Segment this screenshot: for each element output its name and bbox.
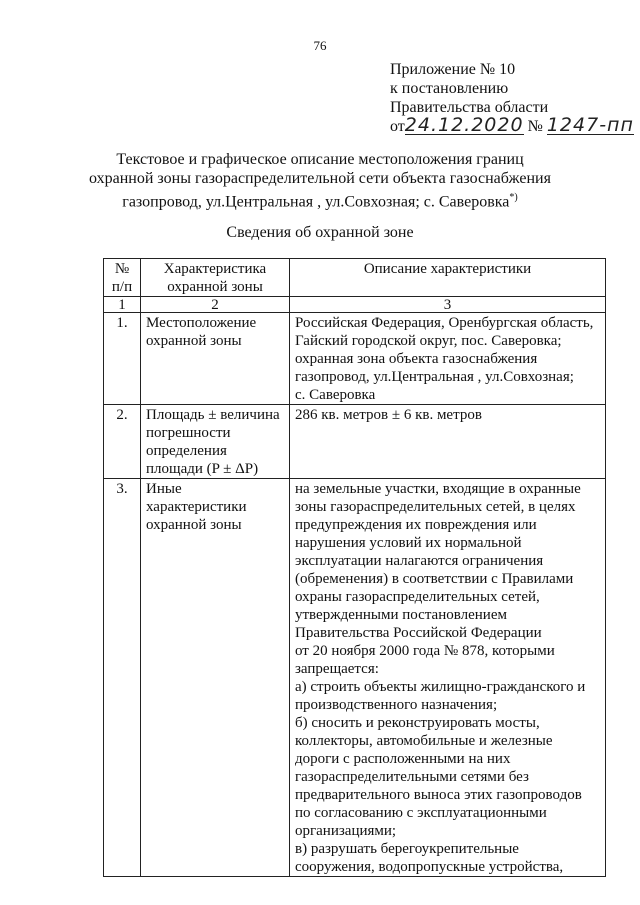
appendix-no-sign: № xyxy=(527,118,543,135)
title-line-3-text: газопровод, ул.Центральная , ул.Совхозная; с. Саверовка xyxy=(122,193,510,211)
description-line: нарушения условий их нормальной xyxy=(295,535,522,551)
handwritten-number: 1247-пп xyxy=(546,114,634,136)
table-row xyxy=(104,405,606,479)
description-line: с. Саверовка xyxy=(295,387,376,403)
row-characteristic: Местоположение охранной зоны xyxy=(141,313,290,405)
row-number: 3. xyxy=(104,479,141,877)
appendix-line-1: Приложение № 10 xyxy=(390,61,516,78)
row-description xyxy=(290,479,606,877)
description-line: (обременения) в соответствии с Правилами xyxy=(295,571,574,587)
description-line: зоны газораспределительных сетей, в целях xyxy=(295,499,576,515)
handwritten-date: 24.12.2020 xyxy=(404,114,524,136)
description-line: а) строить объекты жилищно-гражданского и xyxy=(295,679,586,695)
description-line: Гайский городской округ, пос. Саверовка; xyxy=(295,333,562,349)
title-line-3 xyxy=(60,188,580,211)
appendix-header xyxy=(390,60,634,136)
header-characteristic: Характеристика охранной зоны xyxy=(141,259,290,297)
header-number: № п/п xyxy=(104,259,141,297)
row-number: 2. xyxy=(104,405,141,479)
row-description xyxy=(290,313,606,405)
table-header-row xyxy=(104,259,606,297)
page-number: 76 xyxy=(313,38,327,53)
description-line: по согласованию с эксплуатационными xyxy=(295,805,547,821)
footnote-mark: *) xyxy=(509,192,518,203)
description-line: охраны газораспределительных сетей, xyxy=(295,589,540,605)
row-number: 1. xyxy=(104,313,141,405)
row-characteristic: Иные характеристики охранной зоны xyxy=(141,479,290,877)
numbering-cell: 2 xyxy=(141,297,290,313)
description-line: эксплуатации налагаются ограничения xyxy=(295,553,544,569)
header-description: Описание характеристики xyxy=(290,259,606,297)
numbering-cell: 1 xyxy=(104,297,141,313)
appendix-line-2: к постановлению xyxy=(390,80,509,97)
description-line: Правительства Российской Федерации xyxy=(295,625,542,641)
table-row xyxy=(104,479,606,877)
description-line: в) разрушать берегоукрепительные xyxy=(295,841,519,857)
description-line: охранная зона объекта газоснабжения xyxy=(295,351,538,367)
description-line: Российская Федерация, Оренбургская область, xyxy=(295,315,594,331)
appendix-line-3: Правительства области xyxy=(390,99,549,116)
title-line-2: охранной зоны газораспределительной сети объекта газоснабжения xyxy=(89,170,551,187)
appendix-line-4 xyxy=(390,114,634,136)
title-line-1: Текстовое и графическое описание местоположения границ xyxy=(116,151,524,168)
table-numbering-row xyxy=(104,297,606,313)
numbering-cell: 3 xyxy=(290,297,606,313)
description-line: организациями; xyxy=(295,823,397,839)
description-line: газораспределительными сетями без xyxy=(295,769,529,785)
appendix-from: от xyxy=(390,118,405,135)
description-line: 286 кв. метров ± 6 кв. метров xyxy=(295,407,482,423)
description-line: предварительного выноса этих газопроводов xyxy=(295,787,582,803)
document-title xyxy=(60,150,580,211)
description-line: от 20 ноября 2000 года № 878, которыми xyxy=(295,643,555,659)
description-line: утвержденными постановлением xyxy=(295,607,507,623)
description-line: на земельные участки, входящие в охранные xyxy=(295,481,581,497)
zone-info-table xyxy=(103,258,606,877)
description-line: дороги с расположенными на них xyxy=(295,751,511,767)
section-subtitle: Сведения об охранной зоне xyxy=(226,224,414,241)
table-row xyxy=(104,313,606,405)
description-line: производственного назначения; xyxy=(295,697,498,713)
description-line: газопровод, ул.Центральная , ул.Совхозная; xyxy=(295,369,574,385)
description-line: предупреждения их повреждения или xyxy=(295,517,537,533)
description-line: б) сносить и реконструировать мосты, xyxy=(295,715,540,731)
description-line: коллекторы, автомобильные и железные xyxy=(295,733,553,749)
description-line: запрещается: xyxy=(295,661,379,677)
row-description xyxy=(290,405,606,479)
row-characteristic: Площадь ± величина погрешности определения площади (P ± ΔP) xyxy=(141,405,290,479)
description-line: сооружения, водопропускные устройства, xyxy=(295,859,564,875)
